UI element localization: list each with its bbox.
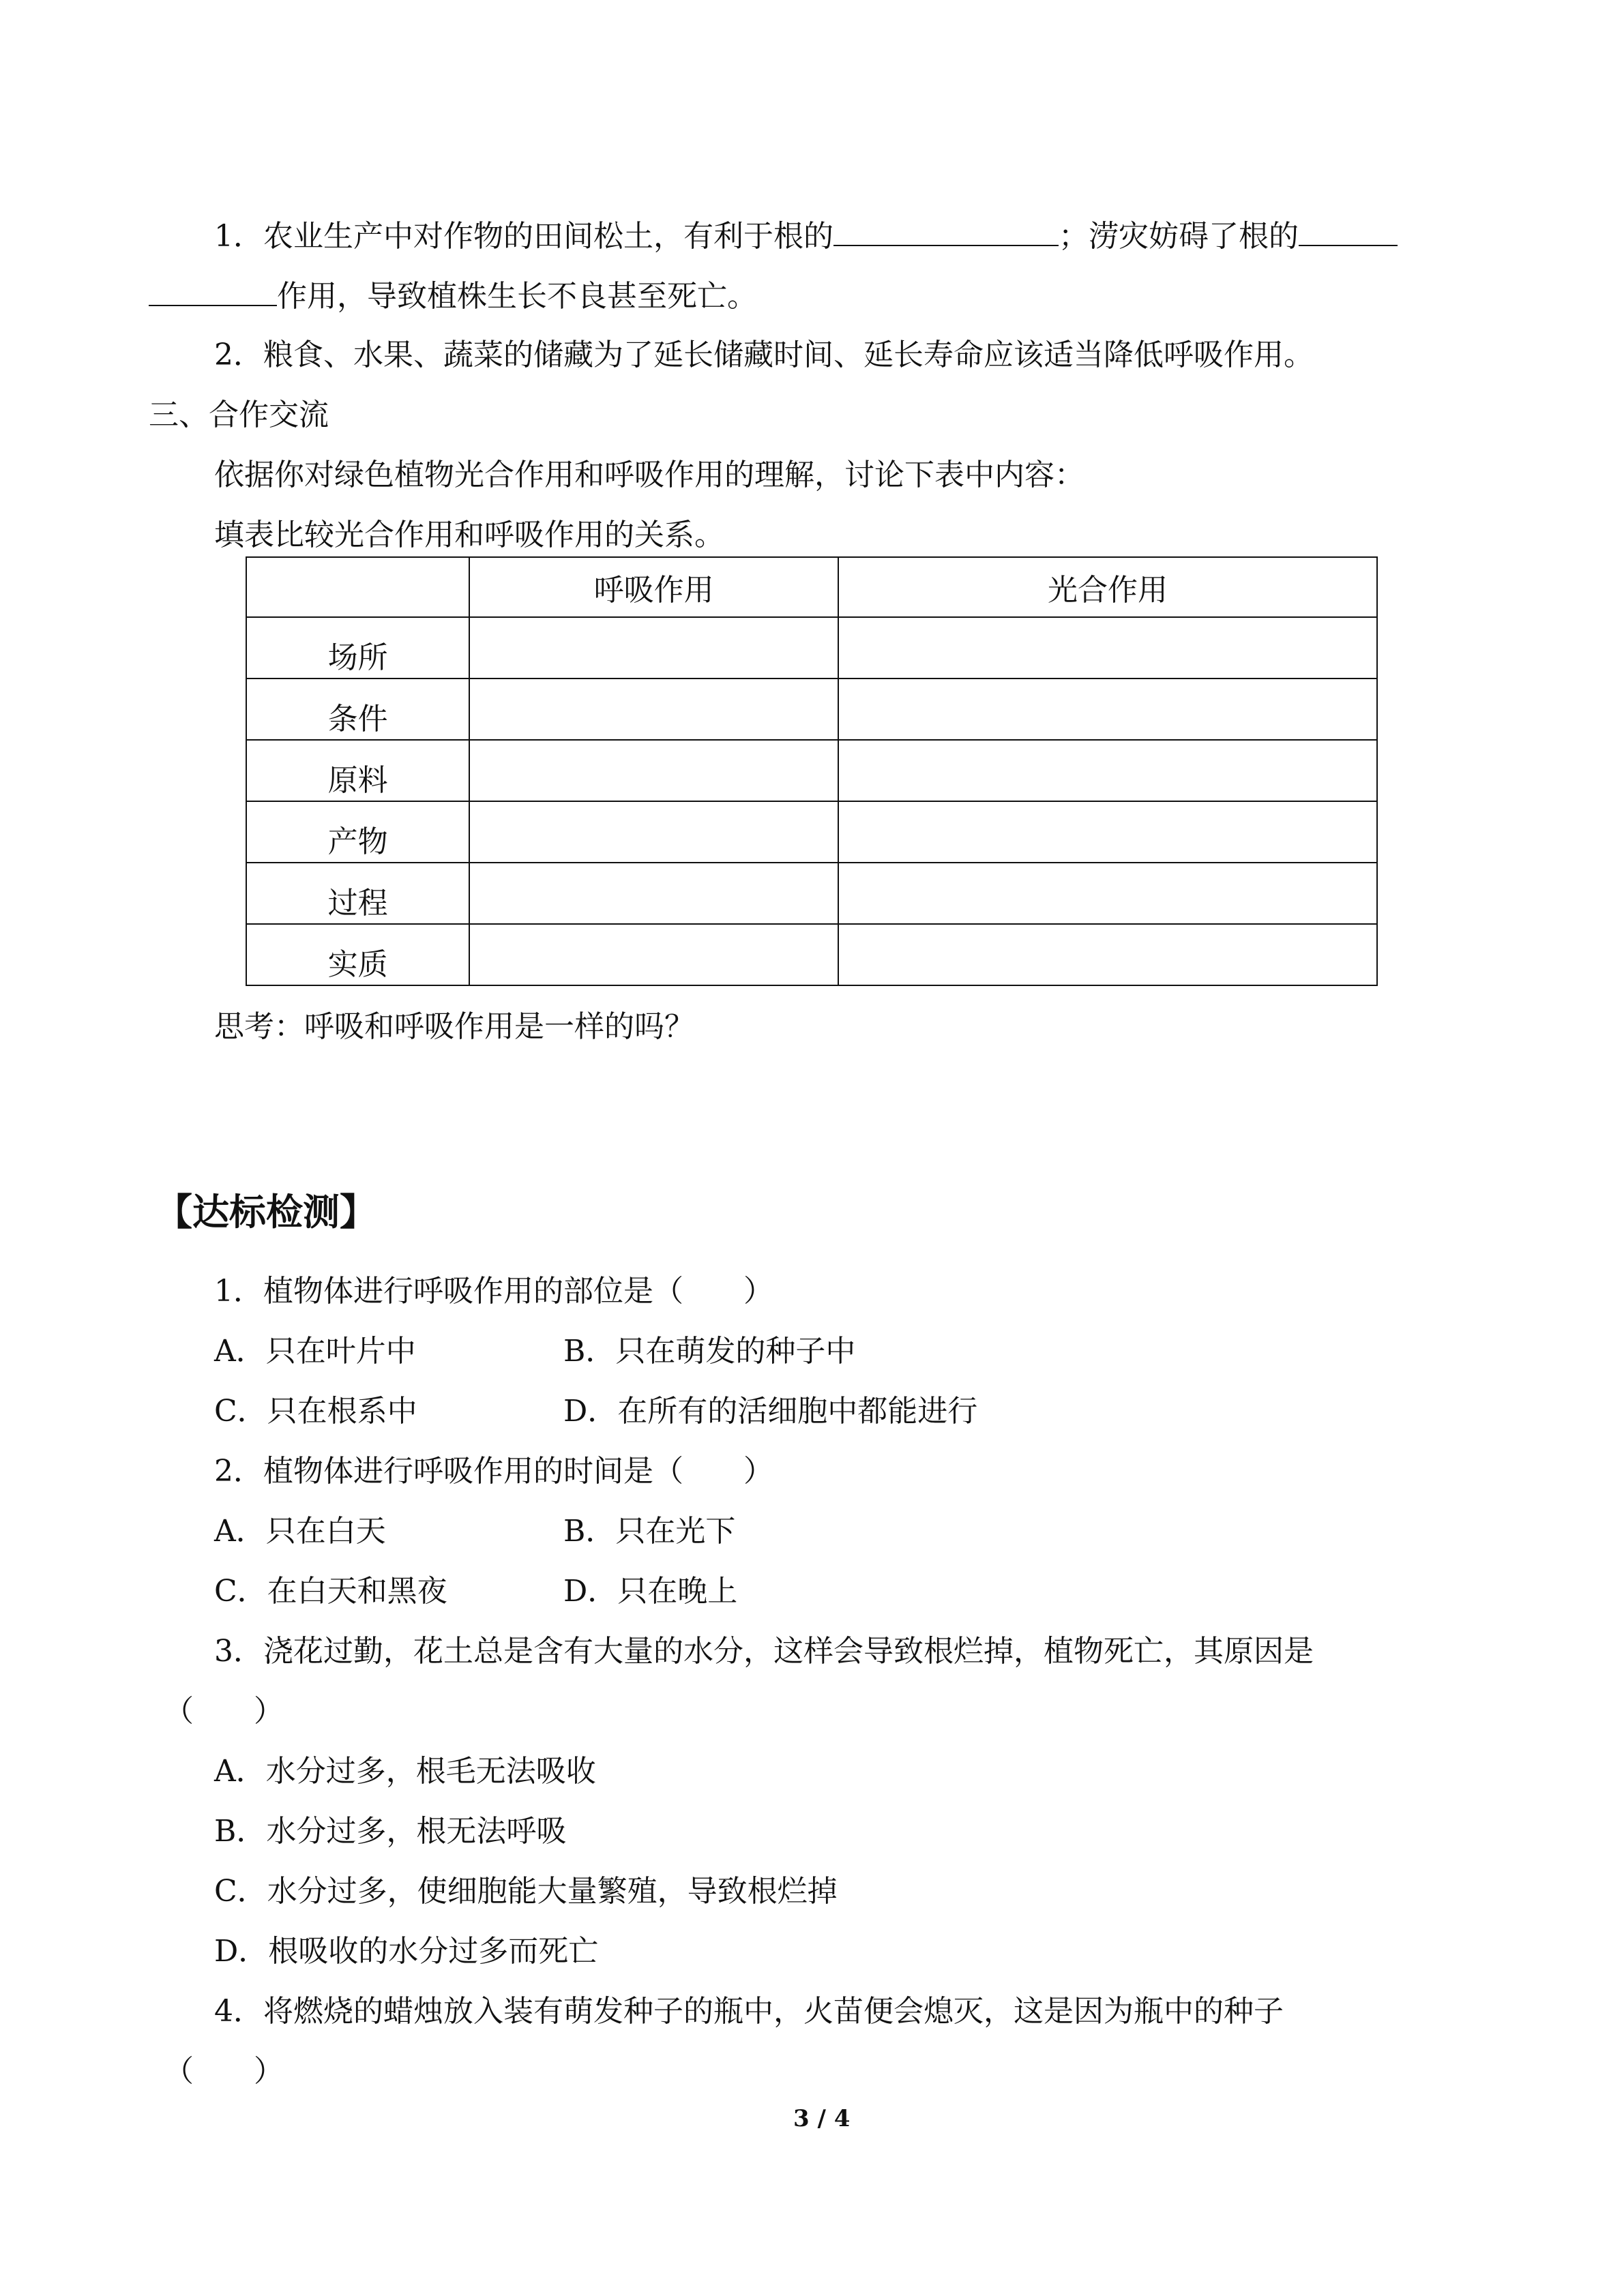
table-row: [246, 740, 1377, 801]
table-header-cell: 呼吸作用: [469, 557, 838, 617]
answer-cell[interactable]: [469, 863, 838, 924]
answer-cell[interactable]: [469, 679, 838, 740]
table-header-cell: 光合作用: [838, 557, 1377, 617]
answer-cell[interactable]: [838, 679, 1377, 740]
question-text: ；涝灾妨碍了根的: [1059, 219, 1299, 254]
answer-blank[interactable]: [149, 275, 277, 306]
table-row: [246, 617, 1377, 679]
test-question-3: 3．浇花过勤，花土总是含有大量的水分，这样会导致根烂掉，植物死亡，其原因是: [214, 1634, 1314, 1669]
table-header-row: [246, 557, 1377, 617]
table-row: [246, 924, 1377, 985]
option-c[interactable]: C．水分过多，使细胞能大量繁殖，导致根烂掉: [214, 1874, 838, 1909]
option-b[interactable]: B．水分过多，根无法呼吸: [214, 1814, 567, 1849]
table-row: [246, 801, 1377, 863]
section-intro: 依据你对绿色植物光合作用和呼吸作用的理解，讨论下表中内容：: [214, 458, 1084, 492]
comparison-table: [246, 556, 1378, 986]
row-label: 条件: [246, 679, 469, 740]
option-b[interactable]: B．只在光下: [563, 1514, 736, 1549]
table-row: [246, 863, 1377, 924]
section-title: 三、合作交流: [149, 398, 329, 432]
question-text: 农业生产中对作物的田间松土，有利于根的: [263, 219, 833, 254]
question-text: 作用，导致植株生长不良甚至死亡。: [277, 279, 757, 314]
answer-cell[interactable]: [838, 617, 1377, 679]
fill-question-1-line1: [214, 215, 1398, 257]
option-d[interactable]: D．只在晚上: [563, 1574, 738, 1609]
question-number: 1．: [214, 219, 263, 254]
answer-cell[interactable]: [838, 740, 1377, 801]
answer-blank[interactable]: [1299, 215, 1398, 246]
row-label: 过程: [246, 863, 469, 924]
option-c[interactable]: C．只在根系中: [214, 1394, 417, 1429]
fill-question-2: 2．粮食、水果、蔬菜的储藏为了延长储藏时间、延长寿命应该适当降低呼吸作用。: [214, 338, 1314, 372]
option-d[interactable]: D．在所有的活细胞中都能进行: [563, 1394, 978, 1429]
option-a[interactable]: A．水分过多，根毛无法吸收: [214, 1754, 596, 1789]
row-label: 实质: [246, 924, 469, 985]
option-a[interactable]: A．只在白天: [214, 1514, 386, 1549]
answer-paren[interactable]: （ ）: [164, 1694, 284, 1729]
answer-cell[interactable]: [469, 617, 838, 679]
test-question-4: 4．将燃烧的蜡烛放入装有萌发种子的瓶中，火苗便会熄灭，这是因为瓶中的种子: [214, 1994, 1284, 2029]
table-header-cell: [246, 557, 469, 617]
option-a[interactable]: A．只在叶片中: [214, 1334, 416, 1369]
option-d[interactable]: D．根吸收的水分过多而死亡: [214, 1934, 599, 1969]
answer-cell[interactable]: [838, 924, 1377, 985]
test-heading: 【达标检测】: [156, 1190, 377, 1234]
test-question-2: 2．植物体进行呼吸作用的时间是（ ）: [214, 1454, 773, 1489]
test-question-1: 1．植物体进行呼吸作用的部位是（ ）: [214, 1274, 773, 1309]
answer-cell[interactable]: [469, 801, 838, 863]
answer-cell[interactable]: [469, 740, 838, 801]
page-number: 3 / 4: [793, 2105, 851, 2132]
table-instruction: 填表比较光合作用和呼吸作用的关系。: [214, 518, 724, 552]
fill-question-1-line2: [149, 275, 757, 317]
think-question: 思考：呼吸和呼吸作用是一样的吗？: [214, 1009, 694, 1044]
option-b[interactable]: B．只在萌发的种子中: [563, 1334, 856, 1369]
row-label: 产物: [246, 801, 469, 863]
row-label: 原料: [246, 740, 469, 801]
table-row: [246, 679, 1377, 740]
option-c[interactable]: C．在白天和黑夜: [214, 1574, 447, 1609]
answer-paren[interactable]: （ ）: [164, 2054, 284, 2089]
answer-blank[interactable]: [833, 215, 1059, 246]
row-label: 场所: [246, 617, 469, 679]
answer-cell[interactable]: [838, 863, 1377, 924]
answer-cell[interactable]: [838, 801, 1377, 863]
answer-cell[interactable]: [469, 924, 838, 985]
